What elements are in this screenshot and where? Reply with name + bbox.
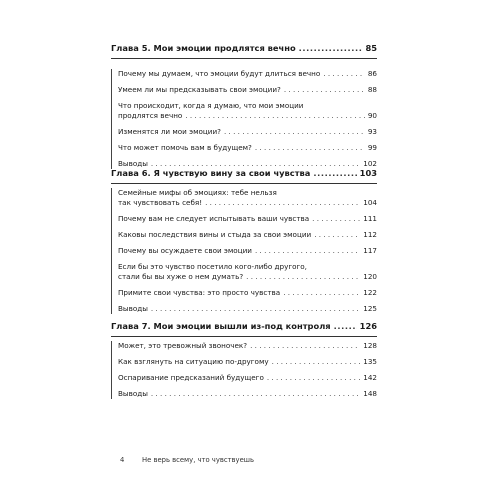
entry-title-line2: продлятся вечно <box>118 111 183 120</box>
toc-entry[interactable] <box>118 101 377 121</box>
entry-page-number: 99 <box>367 143 377 152</box>
entry-title-line2: так чувствовать себя! <box>118 198 203 207</box>
entry-page-number: 102 <box>363 159 377 168</box>
chapter-page-number: 103 <box>359 168 377 178</box>
toc-entry[interactable] <box>118 127 377 137</box>
entry-title-line1: Если бы это чувство посетило кого-либо другого, <box>118 262 307 271</box>
entry-title-line1: Семейные мифы об эмоциях: тебе нельзя <box>118 188 277 197</box>
entry-title: Оспаривание предсказаний будущего <box>118 373 264 382</box>
entry-page-number: 86 <box>367 69 377 78</box>
toc-entry[interactable] <box>118 246 377 256</box>
leader-dots <box>284 85 365 95</box>
leader-dots <box>267 373 360 383</box>
leader-dots <box>151 389 360 399</box>
footer-book-title: Не верь всему, что чувствуешь <box>142 456 254 464</box>
chapter-title: Глава 6. Я чувствую вину за свои чувства <box>111 168 311 178</box>
leader-dots <box>246 272 360 282</box>
divider <box>111 336 377 337</box>
chapter-title: Глава 5. Мои эмоции продлятся вечно <box>111 43 296 53</box>
entry-page-number: 111 <box>363 214 377 223</box>
entry-page-number: 125 <box>363 304 377 313</box>
toc-entry[interactable] <box>118 304 377 314</box>
leader-dots <box>224 127 365 137</box>
entry-page-number: 128 <box>363 341 377 350</box>
leader-dots <box>313 167 356 180</box>
chapter-heading[interactable] <box>111 42 377 55</box>
entry-title: Почему вы осуждаете свои эмоции <box>118 246 252 255</box>
entry-page-number: 93 <box>367 127 377 136</box>
toc-entry[interactable] <box>118 288 377 298</box>
toc-entry[interactable] <box>118 357 377 367</box>
chapter-5 <box>111 42 377 169</box>
entry-page-number: 88 <box>367 85 377 94</box>
chapter-6 <box>111 167 377 314</box>
leader-dots <box>283 288 360 298</box>
entry-title: Почему вам не следует испытывать ваши чувства <box>118 214 310 223</box>
leader-dots <box>250 341 360 351</box>
entry-page-number: 112 <box>363 230 377 239</box>
leader-dots <box>323 69 365 79</box>
entry-page-number: 122 <box>363 288 377 297</box>
toc-entry[interactable] <box>118 85 377 95</box>
entry-title: Выводы <box>118 389 148 398</box>
divider <box>111 183 377 184</box>
toc-entry[interactable] <box>118 69 377 79</box>
divider <box>111 58 377 59</box>
entry-title: Что может помочь вам в будущем? <box>118 143 252 152</box>
entry-title: Каковы последствия вины и стыда за свои эмоции <box>118 230 312 239</box>
chapter-page-number: 85 <box>365 43 377 53</box>
entry-page-number: 117 <box>363 246 377 255</box>
leader-dots <box>185 111 365 121</box>
leader-dots <box>272 357 361 367</box>
toc-entry[interactable] <box>118 389 377 399</box>
entry-title: Изменятся ли мои эмоции? <box>118 127 221 136</box>
toc-entry[interactable] <box>118 143 377 153</box>
chapter-heading[interactable] <box>111 320 377 333</box>
toc-entry[interactable] <box>118 341 377 351</box>
leader-dots <box>334 320 357 333</box>
toc-entry[interactable] <box>118 214 377 224</box>
entry-title: Выводы <box>118 159 148 168</box>
leader-dots <box>255 246 360 256</box>
section-list <box>111 341 377 399</box>
entry-title: Может, это тревожный звоночек? <box>118 341 248 350</box>
toc-entry[interactable] <box>118 373 377 383</box>
section-list <box>111 188 377 314</box>
leader-dots <box>255 143 365 153</box>
entry-title-line1: Что происходит, когда я думаю, что мои эмоции <box>118 101 304 110</box>
entry-title: Выводы <box>118 304 148 313</box>
entry-page-number: 104 <box>363 198 377 207</box>
page-footer <box>120 456 254 464</box>
toc-entry[interactable] <box>118 188 377 208</box>
leader-dots <box>205 198 360 208</box>
chapter-page-number: 126 <box>359 321 377 331</box>
chapter-title: Глава 7. Мои эмоции вышли из-под контроля <box>111 321 331 331</box>
leader-dots <box>299 42 363 55</box>
entry-page-number: 135 <box>363 357 377 366</box>
toc-entry[interactable] <box>118 262 377 282</box>
entry-title: Как взглянуть на ситуацию по-другому <box>118 357 269 366</box>
toc-entry[interactable] <box>118 230 377 240</box>
entry-title: Умеем ли мы предсказывать свои эмоции? <box>118 85 281 94</box>
chapter-heading[interactable] <box>111 167 377 180</box>
entry-title: Почему мы думаем, что эмоции будут длиться вечно <box>118 69 321 78</box>
chapter-7 <box>111 320 377 399</box>
leader-dots <box>314 230 360 240</box>
leader-dots <box>151 304 360 314</box>
footer-page-number: 4 <box>120 456 125 464</box>
entry-title: Примите свои чувства: это просто чувства <box>118 288 281 297</box>
entry-page-number: 90 <box>367 111 377 120</box>
entry-page-number: 120 <box>363 272 377 281</box>
entry-page-number: 148 <box>363 389 377 398</box>
leader-dots <box>312 214 360 224</box>
entry-page-number: 142 <box>363 373 377 382</box>
section-list <box>111 69 377 169</box>
entry-title-line2: стали бы вы хуже о нем думать? <box>118 272 244 281</box>
